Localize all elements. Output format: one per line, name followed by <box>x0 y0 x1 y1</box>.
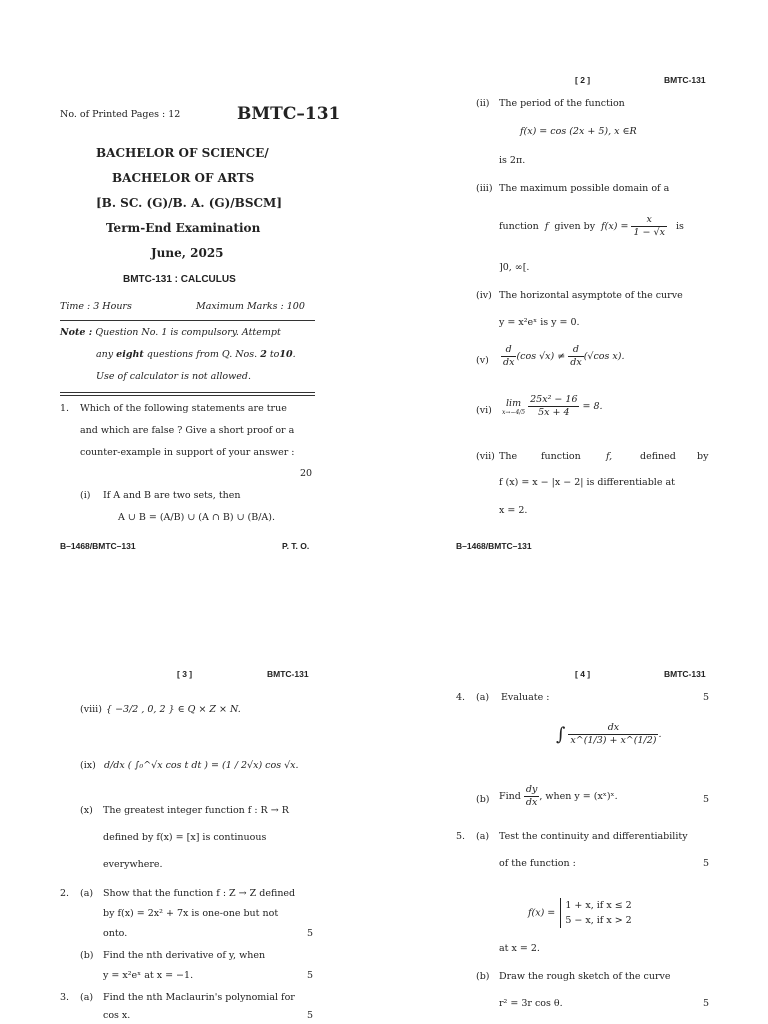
degree-line-1: BACHELOR OF SCIENCE/ <box>96 146 269 160</box>
q5b-marks: 5 <box>703 998 710 1009</box>
item-iii-line-2: function f given by f(x) = $\frac{x}{1 - √x}$ is <box>499 214 684 238</box>
q5b-line-1: Draw the rough sketch of the curve <box>499 971 671 982</box>
item-iv-line-1: The horizontal asymptote of the curve <box>499 290 683 301</box>
q5a-line-2: of the function : <box>499 858 576 869</box>
q5-number: 5. <box>456 831 466 842</box>
q5a-function: f(x) = 1 + x, if x ≤ 2 5 − x, if x > 2 <box>528 900 632 926</box>
q4a-integral: ∫ $\frac{dx}{x\^{}(1/3) + x\^{}(1/2)}$ . <box>556 722 662 746</box>
item-vii-line-3: x = 2. <box>499 505 528 516</box>
item-x-line-2: defined by f(x) = [x] is continuous <box>103 832 267 843</box>
q1i-line-2: A ∪ B = (A/B) ∪ (A ∩ B) ∪ (B/A). <box>118 512 276 523</box>
maximum-marks: Maximum Marks : 100 <box>196 301 305 312</box>
footer-pto: P. T. O. <box>282 541 310 551</box>
q3a-marks: 5 <box>307 1010 314 1021</box>
q2-number: 2. <box>60 888 70 899</box>
footer-code: B–1468/BMTC–131 <box>456 541 532 551</box>
item-viii-number: (viii) <box>80 704 102 715</box>
item-iv-number: (iv) <box>476 290 492 301</box>
q2a-label: (a) <box>80 888 94 899</box>
q2b-line-2: y = x²eˣ at x = −1. <box>103 970 194 981</box>
item-vi-number: (vi) <box>476 405 492 416</box>
q2a-marks: 5 <box>307 928 314 939</box>
q4a-marks: 5 <box>703 692 710 703</box>
printed-pages: No. of Printed Pages : 12 <box>60 109 181 120</box>
item-vii-word-5: by <box>697 451 709 462</box>
item-viii-expression: { −3/2 , 0, 2 } ∈ Q × Z × N. <box>106 704 241 715</box>
q4b-marks: 5 <box>703 794 710 805</box>
q1-line-2: and which are false ? Give a short proof or a <box>80 425 295 436</box>
q1i-line-1: If A and B are two sets, then <box>103 490 241 501</box>
q2a-line-3: onto. <box>103 928 128 939</box>
double-divider <box>60 392 315 396</box>
q4-number: 4. <box>456 692 466 703</box>
note-line-3: Use of calculator is not allowed. <box>96 371 251 382</box>
q2b-line-1: Find the nth derivative of y, when <box>103 950 266 961</box>
header-code: BMTC-131 <box>664 75 706 85</box>
item-iv-line-2: y = x²eˣ is y = 0. <box>499 317 580 328</box>
item-vii-word-4: defined <box>640 451 676 462</box>
note-line-1: Note : Question No. 1 is compulsory. Attempt <box>60 327 281 338</box>
q5a-marks: 5 <box>703 858 710 869</box>
exam-session: June, 2025 <box>151 246 224 260</box>
item-x-line-1: The greatest integer function f : R → R <box>103 805 289 816</box>
footer-code: B–1468/BMTC–131 <box>60 541 136 551</box>
q5a-label: (a) <box>476 831 490 842</box>
page-number: [ 3 ] <box>177 669 193 679</box>
paper-code-title: BMTC–131 <box>237 104 341 124</box>
item-ii-line-3: is 2π. <box>499 155 526 166</box>
item-ix-number: (ix) <box>80 760 96 771</box>
degree-line-2: BACHELOR OF ARTS <box>112 171 255 185</box>
item-ii-equation: f(x) = cos (2x + 5), x ∈R <box>520 126 637 137</box>
q1-line-1: Which of the following statements are true <box>80 403 287 414</box>
q5a-line-3: at x = 2. <box>499 943 540 954</box>
q2b-marks: 5 <box>307 970 314 981</box>
q5a-line-1: Test the continuity and differentiability <box>499 831 688 842</box>
item-v-expression: $\frac{d}{dx}$ (cos √x) ≠ $\frac{d}{dx}$ (√cos x). <box>503 344 625 368</box>
item-iii-number: (iii) <box>476 183 493 194</box>
item-iii-line-1: The maximum possible domain of a <box>499 183 670 194</box>
time-allowed: Time : 3 Hours <box>60 301 132 312</box>
page-number: [ 4 ] <box>575 669 591 679</box>
item-vii-word-3: f, <box>606 451 613 462</box>
q1-line-3: counter-example in support of your answer : <box>80 447 295 458</box>
q4b-line-1: Find $\frac{dy}{dx}$ , when y = (xˣ)ˣ. <box>499 784 618 808</box>
item-x-line-3: everywhere. <box>103 859 163 870</box>
q1-number: 1. <box>60 403 70 414</box>
divider <box>60 320 315 321</box>
q4b-label: (b) <box>476 794 490 805</box>
q1i-number: (i) <box>80 490 91 501</box>
q5b-label: (b) <box>476 971 490 982</box>
item-vii-word-2: function <box>541 451 581 462</box>
q2a-line-1: Show that the function f : Z → Z defined <box>103 888 296 899</box>
item-iii-line-3: ]0, ∞[. <box>499 262 530 273</box>
degree-line-3: [B. SC. (G)/B. A. (G)/BSCM] <box>96 196 282 210</box>
item-v-number: (v) <box>476 355 489 366</box>
q1-marks: 20 <box>300 468 313 479</box>
q3a-line-2: cos x. <box>103 1010 131 1021</box>
q4a-label: (a) <box>476 692 490 703</box>
item-x-number: (x) <box>80 805 93 816</box>
q3a-line-1: Find the nth Maclaurin's polynomial for <box>103 992 295 1003</box>
header-code: BMTC-131 <box>664 669 706 679</box>
q3a-label: (a) <box>80 992 94 1003</box>
item-vi-expression: lim x→−4/5 $\frac{\text{25x² − 16}}{5x + 4}$ = 8. <box>502 394 603 418</box>
item-vii-word-1: The <box>499 451 518 462</box>
exam-title: Term-End Examination <box>106 221 261 235</box>
item-ix-expression: d/dx ( ∫₀^√x cos t dt ) = (1 / 2√x) cos √x. <box>104 760 299 771</box>
q2b-label: (b) <box>80 950 94 961</box>
q2a-line-2: by f(x) = 2x² + 7x is one-one but not <box>103 908 279 919</box>
note-line-2: any eight questions from Q. Nos. 2 to10. <box>96 349 296 360</box>
item-vii-line-2: f (x) = x − |x − 2| is differentiable at <box>499 477 675 488</box>
q4a-line-1: Evaluate : <box>501 692 550 703</box>
item-ii-line-1: The period of the function <box>499 98 625 109</box>
item-ii-number: (ii) <box>476 98 490 109</box>
q3-number: 3. <box>60 992 70 1003</box>
course-title: BMTC-131 : CALCULUS <box>123 274 236 285</box>
header-code: BMTC-131 <box>267 669 309 679</box>
page-number: [ 2 ] <box>575 75 591 85</box>
q5b-line-2: r² = 3r cos θ. <box>499 998 563 1009</box>
item-vii-number: (vii) <box>476 451 495 462</box>
